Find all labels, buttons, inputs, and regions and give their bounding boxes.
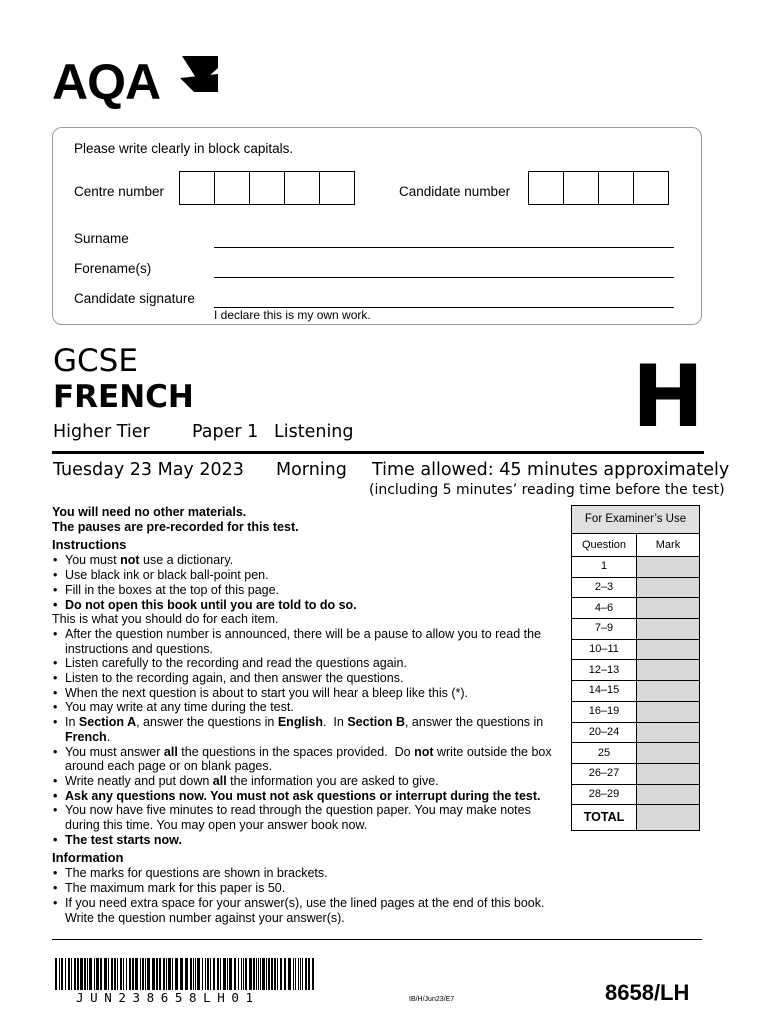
barcode-bar: [217, 958, 219, 990]
list-item: • Do not open this book until you are told to do so.: [52, 598, 567, 613]
total-mark-cell[interactable]: [637, 805, 700, 831]
surname-field[interactable]: [214, 246, 674, 248]
barcode-bar: [256, 958, 257, 990]
barcode-bar: [180, 958, 183, 990]
candidate-digit-box[interactable]: [528, 171, 564, 205]
barcode-bar: [89, 958, 92, 990]
barcode-bar: [145, 958, 146, 990]
list-item: • In Section A, answer the questions in English. In Section B, answer the questions in French.: [52, 715, 567, 744]
barcode-bar: [87, 958, 88, 990]
barcode-bar: [268, 958, 270, 990]
centre-digit-box[interactable]: [319, 171, 355, 205]
mark-cell[interactable]: [637, 784, 700, 805]
list-item: • The marks for questions are shown in brackets.: [52, 866, 567, 881]
barcode-bar: [126, 958, 127, 990]
examiner-use-table: [571, 505, 700, 831]
candidate-details-box: [52, 127, 702, 325]
barcode-bar: [156, 958, 158, 990]
barcode-bar: [305, 958, 307, 990]
barcode-bar: [135, 958, 138, 990]
mark-cell[interactable]: [637, 557, 700, 578]
item-instructions-list: [52, 627, 567, 848]
centre-digit-box[interactable]: [179, 171, 215, 205]
instructions-list: [52, 553, 567, 612]
barcode-bar: [59, 958, 60, 990]
barcode-bar: [205, 958, 206, 990]
barcode-bar: [166, 958, 167, 990]
logo-text: AQA: [52, 54, 161, 110]
list-item: • The maximum mark for this paper is 50.: [52, 881, 567, 896]
mark-cell[interactable]: [637, 701, 700, 722]
question-cell: 25: [572, 743, 637, 764]
barcode-bar: [223, 958, 226, 990]
barcode-bar: [238, 958, 239, 990]
barcode-bar: [229, 958, 232, 990]
barcode-bar: [61, 958, 63, 990]
barcode-text: JUN238658LH01: [76, 990, 260, 1005]
block-capitals-prompt: Please write clearly in block capitals.: [74, 141, 294, 156]
barcode-bar: [129, 958, 131, 990]
barcode-bar: [77, 958, 79, 990]
barcode-bar: [234, 958, 236, 990]
barcode-bar: [94, 958, 95, 990]
list-item: • You must not use a dictionary.: [52, 553, 567, 568]
mark-cell[interactable]: [637, 722, 700, 743]
barcode-bar: [172, 958, 173, 990]
list-item: • Fill in the boxes at the top of this page.: [52, 583, 567, 598]
list-item: • Use black ink or black ball-point pen.: [52, 568, 567, 583]
mark-cell[interactable]: [637, 639, 700, 660]
list-item: • Ask any questions now. You must not ask questions or interrupt during the test.: [52, 789, 567, 804]
barcode-bar: [123, 958, 124, 990]
mark-cell[interactable]: [637, 681, 700, 702]
barcode-bar: [163, 958, 165, 990]
candidate-number-label: Candidate number: [399, 184, 511, 199]
barcode-bar: [302, 958, 303, 990]
barcode-bar: [293, 958, 294, 990]
barcode-bar: [193, 958, 194, 990]
list-item: • You now have five minutes to read through the question paper. You may make notes during this time. You may open your answer book now.: [52, 803, 567, 832]
barcode-bar: [266, 958, 267, 990]
list-item: • When the next question is about to start you will hear a bleep like this (*).: [52, 686, 567, 701]
barcode-bar: [213, 958, 215, 990]
mark-cell[interactable]: [637, 619, 700, 640]
barcode-bar: [298, 958, 299, 990]
list-item: • If you need extra space for your answer(s), use the lined pages at the end of this book. Write the question number against your answer(s).: [52, 896, 567, 925]
barcode-bar: [195, 958, 196, 990]
barcode-bar: [71, 958, 72, 990]
barcode: [55, 958, 317, 990]
barcode-bar: [308, 958, 310, 990]
list-item: • Write neatly and put down all the information you are asked to give.: [52, 774, 567, 789]
barcode-bar: [114, 958, 116, 990]
signature-label: Candidate signature: [74, 291, 195, 306]
information-list: [52, 866, 567, 925]
barcode-bar: [300, 958, 301, 990]
barcode-bar: [168, 958, 171, 990]
declaration-text: I declare this is my own work.: [214, 308, 371, 322]
question-cell: 1: [572, 557, 637, 578]
mark-column-header: Mark: [637, 534, 700, 557]
barcode-bar: [117, 958, 118, 990]
barcode-bar: [271, 958, 273, 990]
barcode-bar: [108, 958, 109, 990]
question-cell: 2–3: [572, 577, 637, 598]
total-label: TOTAL: [572, 805, 637, 831]
instructions-panel: [52, 505, 567, 925]
barcode-bar: [210, 958, 211, 990]
barcode-bar: [207, 958, 209, 990]
paper-code: 8658/LH: [605, 980, 690, 1005]
question-cell: 4–6: [572, 598, 637, 619]
logo-leaf-icon: [180, 54, 220, 94]
candidate-number-boxes[interactable]: [528, 171, 669, 205]
list-item: • You must answer all the questions in the spaces provided. Do not write outside the box around each page or on blank pages.: [52, 745, 567, 774]
barcode-bar: [258, 958, 259, 990]
barcode-bar: [312, 958, 314, 990]
barcode-bar: [288, 958, 291, 990]
information-heading: Information: [52, 850, 124, 866]
qualification-title: GCSE: [53, 343, 138, 379]
barcode-bar: [68, 958, 70, 990]
mark-cell[interactable]: [637, 577, 700, 598]
barcode-bar: [241, 958, 242, 990]
barcode-bar: [120, 958, 122, 990]
barcode-bar: [243, 958, 244, 990]
time-allowed: Time allowed: 45 minutes approximately: [372, 460, 730, 480]
subject-title: FRENCH: [53, 379, 194, 415]
barcode-bar: [185, 958, 188, 990]
barcode-bar: [220, 958, 221, 990]
mark-cell[interactable]: [637, 660, 700, 681]
barcode-bar: [96, 958, 99, 990]
paper-type: Listening: [274, 422, 354, 442]
materials-line-2: The pauses are pre-recorded for this test.: [52, 519, 299, 534]
barcode-bar: [152, 958, 155, 990]
tier-label: Higher Tier: [53, 422, 150, 442]
list-item: • Listen carefully to the recording and read the questions again.: [52, 656, 567, 671]
barcode-bar: [284, 958, 286, 990]
mark-cell[interactable]: [637, 743, 700, 764]
instructions-intro: This is what you should do for each item.: [52, 612, 279, 627]
centre-number-boxes[interactable]: [179, 171, 355, 205]
question-cell: 10–11: [572, 639, 637, 660]
barcode-bar: [274, 958, 276, 990]
centre-digit-box[interactable]: [214, 171, 250, 205]
aqa-logo: [52, 54, 222, 110]
question-cell: 12–13: [572, 660, 637, 681]
barcode-bar: [253, 958, 255, 990]
list-item: • After the question number is announced, there will be a pause to allow you to read the instructions and questions.: [52, 627, 567, 656]
barcode-bar: [280, 958, 282, 990]
materials-line-1: You will need no other materials.: [52, 505, 247, 519]
barcode-bar: [147, 958, 150, 990]
barcode-bar: [295, 958, 296, 990]
list-item: • Listen to the recording again, and then answer the questions.: [52, 671, 567, 686]
barcode-bar: [175, 958, 178, 990]
list-item: • You may write at any time during the test.: [52, 700, 567, 715]
surname-label: Surname: [74, 231, 129, 246]
exam-session: Morning: [276, 460, 347, 480]
examiner-table-title: For Examiner’s Use: [572, 506, 700, 534]
centre-digit-box[interactable]: [284, 171, 320, 205]
forename-field[interactable]: [214, 276, 674, 278]
barcode-bar: [142, 958, 144, 990]
forename-label: Forename(s): [74, 261, 152, 276]
paper-number: Paper 1: [192, 422, 259, 442]
exam-date: Tuesday 23 May 2023: [53, 460, 244, 480]
time-note: (including 5 minutes’ reading time before the test): [369, 482, 725, 498]
centre-digit-box[interactable]: [249, 171, 285, 205]
barcode-bar: [80, 958, 83, 990]
mark-cell[interactable]: [637, 598, 700, 619]
barcode-bar: [104, 958, 107, 990]
barcode-bar: [111, 958, 113, 990]
candidate-digit-box[interactable]: [598, 171, 634, 205]
instructions-heading: Instructions: [52, 537, 127, 553]
barcode-bar: [262, 958, 265, 990]
title-divider: [52, 451, 704, 454]
question-cell: 16–19: [572, 701, 637, 722]
footer-divider: [52, 939, 702, 940]
question-column-header: Question: [572, 534, 637, 557]
barcode-bar: [140, 958, 141, 990]
question-cell: 20–24: [572, 722, 637, 743]
barcode-bar: [65, 958, 66, 990]
question-cell: 26–27: [572, 763, 637, 784]
list-item: • The test starts now.: [52, 833, 567, 848]
barcode-bar: [202, 958, 203, 990]
barcode-bar: [159, 958, 161, 990]
question-cell: 28–29: [572, 784, 637, 805]
mark-cell[interactable]: [637, 763, 700, 784]
barcode-bar: [197, 958, 200, 990]
candidate-digit-box[interactable]: [563, 171, 599, 205]
barcode-bar: [55, 958, 57, 990]
barcode-bar: [100, 958, 102, 990]
barcode-bar: [245, 958, 247, 990]
barcode-bar: [260, 958, 261, 990]
barcode-bar: [190, 958, 192, 990]
document-reference: IB/H/Jun23/E7: [409, 996, 455, 1003]
barcode-bar: [227, 958, 228, 990]
question-cell: 14–15: [572, 681, 637, 702]
tier-letter: H: [632, 347, 704, 447]
candidate-digit-box[interactable]: [633, 171, 669, 205]
question-cell: 7–9: [572, 619, 637, 640]
barcode-bar: [249, 958, 252, 990]
barcode-bar: [74, 958, 76, 990]
barcode-bar: [84, 958, 86, 990]
barcode-bar: [132, 958, 134, 990]
barcode-bar: [277, 958, 278, 990]
centre-number-label: Centre number: [74, 184, 165, 199]
